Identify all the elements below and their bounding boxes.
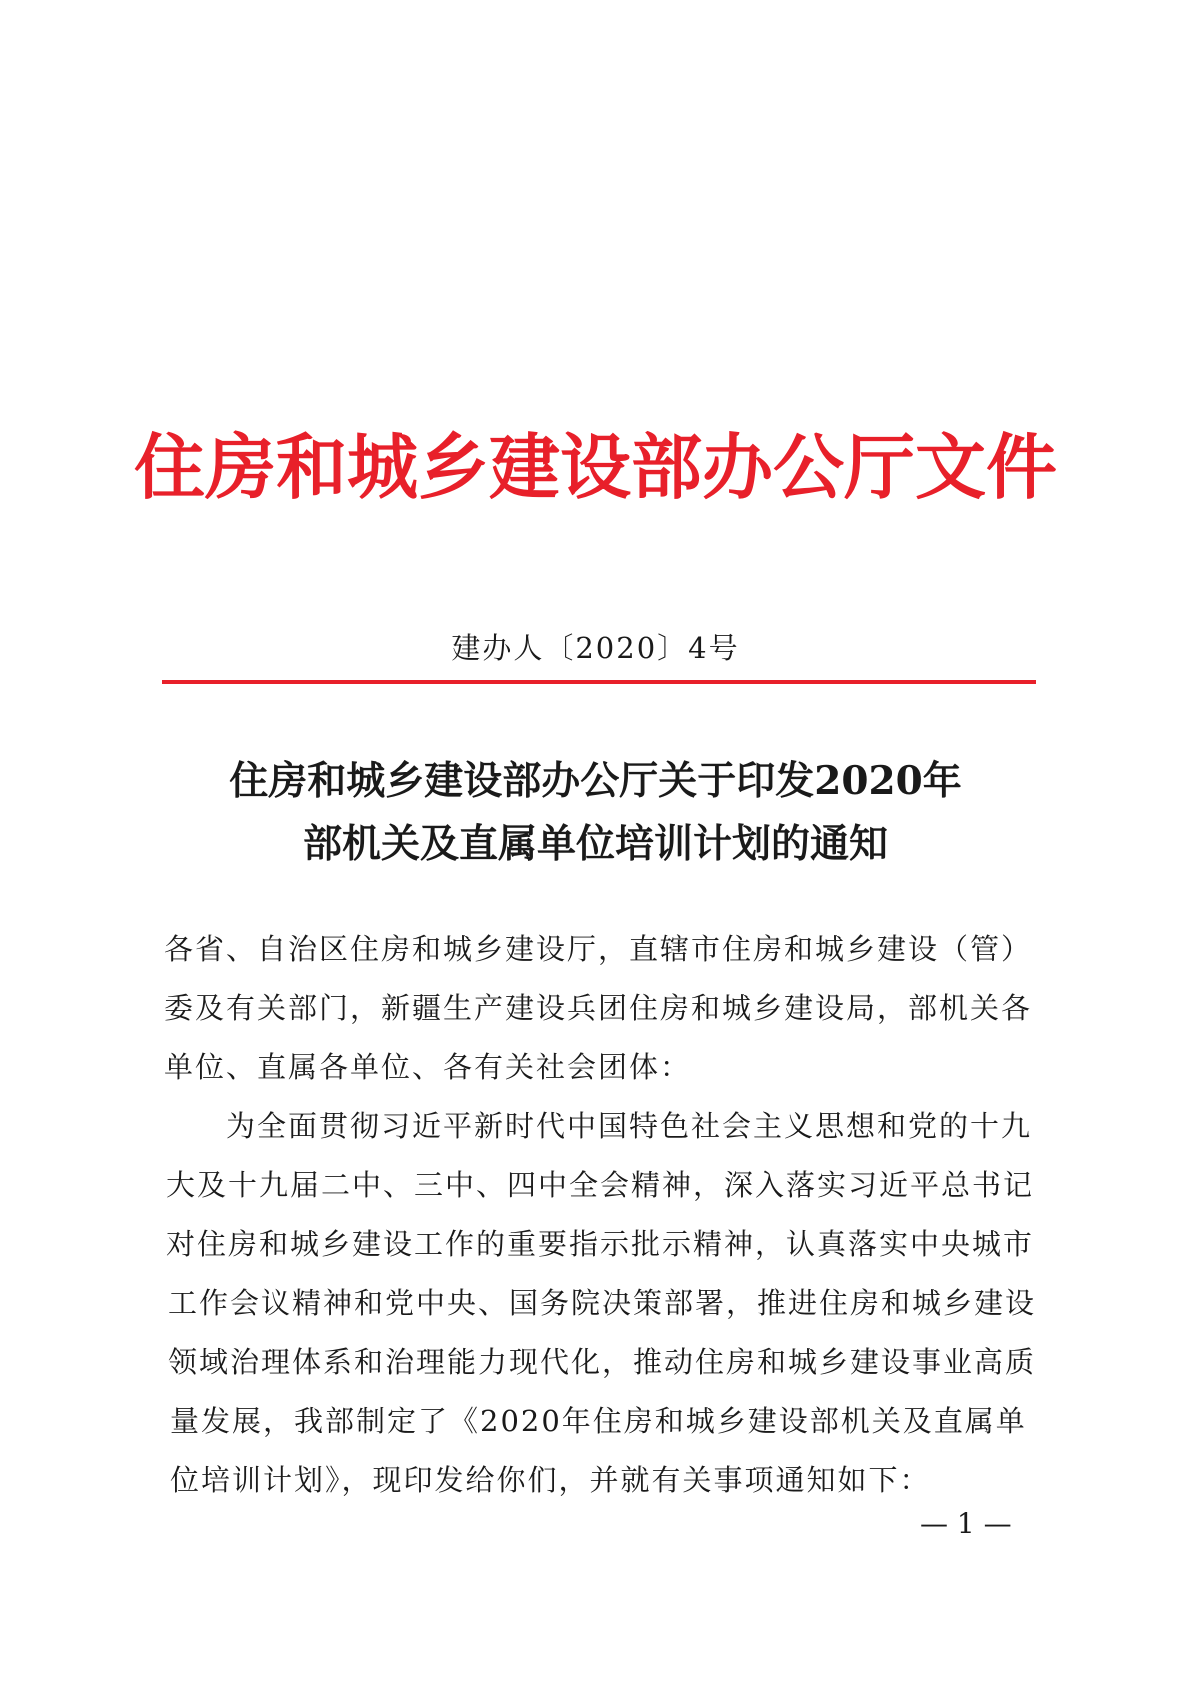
body-paragraph-line-1: 为全面贯彻习近平新时代中国特色社会主义思想和党的十九 bbox=[226, 1109, 1033, 1143]
document-number: 建办人〔2020〕4号 bbox=[451, 631, 740, 665]
red-separator-rule bbox=[162, 680, 1036, 684]
addressee-line-3: 单位、直属各单位、各有关社会团体： bbox=[164, 1050, 692, 1084]
addressee-line-2: 委及有关部门，新疆生产建设兵团住房和城乡建设局，部机关各 bbox=[164, 991, 1033, 1025]
body-paragraph-line-7: 位培训计划》，现印发给你们，并就有关事项通知如下： bbox=[170, 1463, 931, 1497]
notice-title-line-2: 部机关及直属单位培训计划的通知 bbox=[302, 821, 888, 867]
notice-title-line-1: 住房和城乡建设部办公厅关于印发2020年 bbox=[229, 758, 962, 804]
body-paragraph-line-3: 对住房和城乡建设工作的重要指示批示精神，认真落实中央城市 bbox=[166, 1227, 1035, 1261]
body-paragraph-line-2: 大及十九届二中、三中、四中全会精神，深入落实习近平总书记 bbox=[166, 1168, 1035, 1202]
body-paragraph-line-4: 工作会议精神和党中央、国务院决策部署，推进住房和城乡建设 bbox=[168, 1286, 1037, 1320]
page-number: — 1 — bbox=[920, 1507, 1012, 1540]
body-paragraph-line-5: 领域治理体系和治理能力现代化，推动住房和城乡建设事业高质 bbox=[168, 1345, 1037, 1379]
document-masthead: 住房和城乡建设部办公厅文件 bbox=[133, 425, 1057, 509]
body-paragraph-line-6: 量发展，我部制定了《2020年住房和城乡建设部机关及直属单 bbox=[170, 1404, 1027, 1438]
addressee-line-1: 各省、自治区住房和城乡建设厅，直辖市住房和城乡建设（管） bbox=[164, 932, 1033, 966]
